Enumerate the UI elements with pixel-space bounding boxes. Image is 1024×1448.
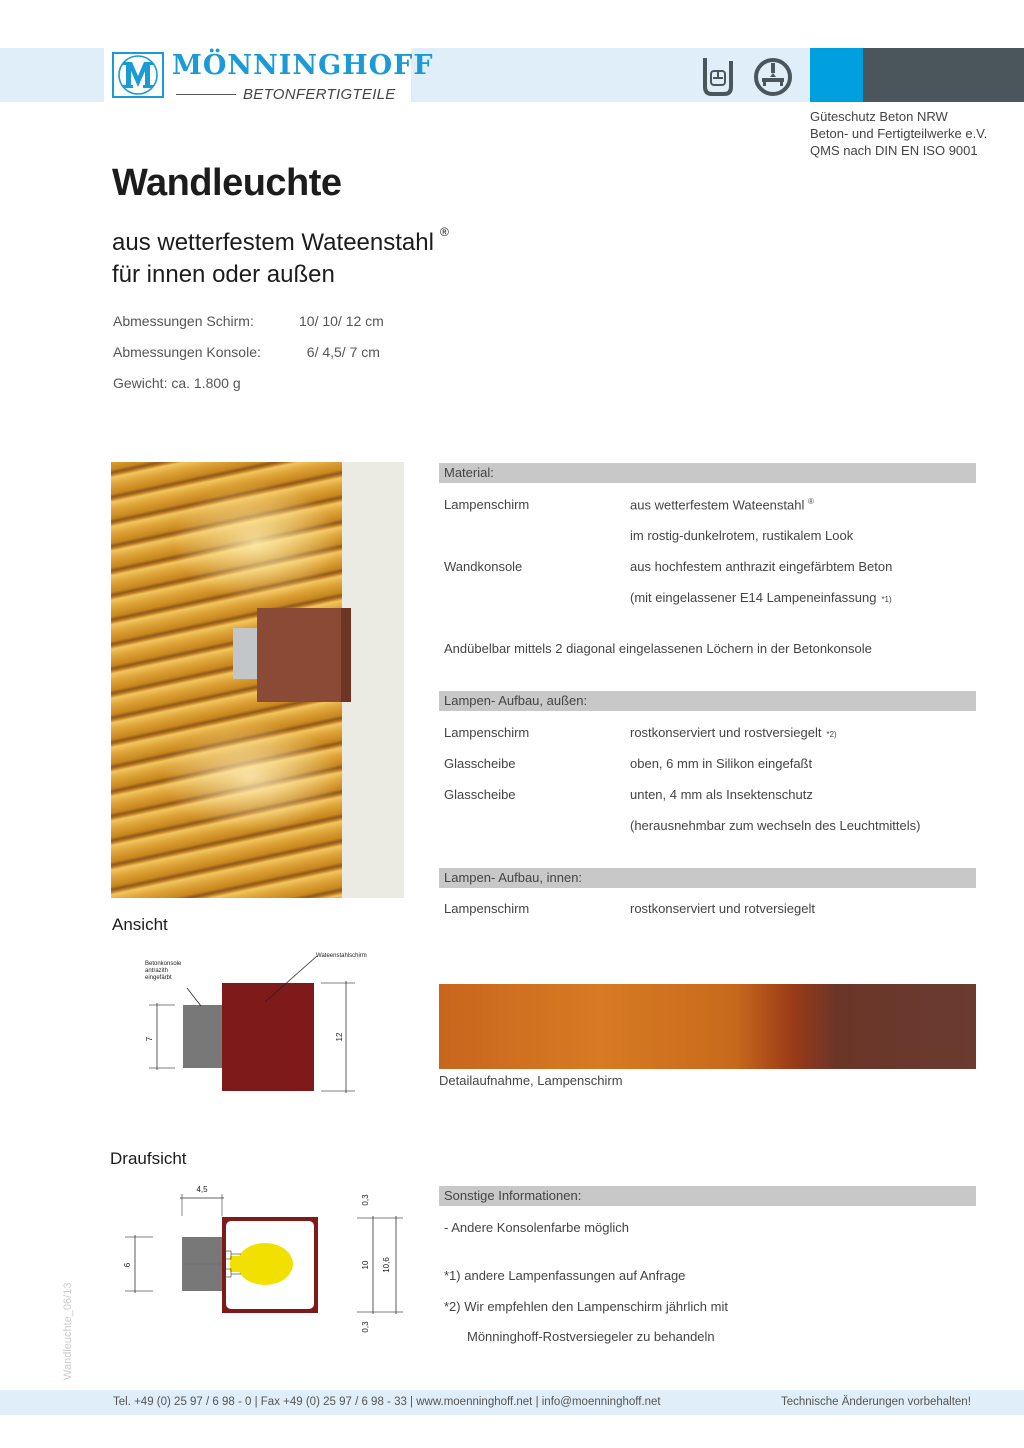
logo-divider — [176, 94, 236, 95]
photo-konsole — [233, 628, 258, 679]
cert-line: QMS nach DIN EN ISO 9001 — [810, 143, 978, 158]
page-subtitle — [112, 216, 449, 291]
spec-value: 10/ 10/ 12 cm — [299, 313, 384, 329]
spec-row — [113, 375, 241, 391]
section-header-other: Sonstige Informationen: — [439, 1186, 976, 1206]
view-caption: Ansicht — [112, 915, 168, 934]
row-label: Lampenschirm — [444, 497, 530, 512]
dim-outer: 10,6 — [382, 1257, 391, 1273]
footer-disclaimer: Technische Änderungen vorbehalten! — [781, 1396, 971, 1408]
logo-emblem — [112, 52, 164, 98]
registered-mark: ® — [808, 497, 814, 506]
row-value — [630, 590, 892, 605]
footer-contact: Tel. +49 (0) 25 97 / 6 98 - 0 | Fax +49 (0) 25 97 / 6 98 - 33 | www.moenninghoff.net | info@moenninghoff.net — [113, 1396, 661, 1408]
spec-label: Gewicht: ca. 1.800 g — [113, 375, 241, 391]
row-value-text: rostkonserviert und rostversiegelt — [630, 725, 822, 740]
detail-caption: Detailaufnahme, Lampenschirm — [439, 1073, 623, 1088]
header-blue-block — [810, 48, 863, 102]
page-title: Wandleuchte — [112, 162, 342, 204]
spec-label: Abmessungen Konsole: — [113, 344, 261, 360]
spec-value: 6/ 4,5/ 7 cm — [299, 344, 380, 360]
row-label: Glasscheibe — [444, 787, 516, 802]
registered-mark: ® — [439, 225, 449, 239]
subtitle-line-2: für innen oder außen — [112, 261, 335, 288]
spec-row — [113, 344, 380, 360]
dim-schirm: 12 — [335, 1032, 344, 1042]
logo-m-icon — [114, 54, 162, 96]
product-photo — [111, 462, 404, 898]
row-value: aus hochfestem anthrazit eingefärbtem Beton — [630, 559, 893, 574]
row-value: unten, 4 mm als Insektenschutz — [630, 787, 813, 802]
label-konsole-3: eingefärbt — [145, 975, 172, 981]
row-value-text: (mit eingelassener E14 Lampeneinfassung — [630, 590, 877, 605]
spec-row — [113, 313, 384, 329]
company-subtitle: BETONFERTIGTEILE — [243, 86, 396, 103]
photo-wall — [342, 462, 404, 898]
light-glow-top — [171, 482, 341, 602]
row-value: oben, 6 mm in Silikon eingefaßt — [630, 756, 813, 771]
dim-konsole: 7 — [145, 1036, 154, 1042]
label-schirm: Wateenstahlschirm — [316, 953, 367, 959]
row-value: (herausnehmbar zum wechseln des Leuchtmittels) — [630, 818, 921, 833]
subtitle-line-1: aus wetterfestem Wateenstahl — [112, 229, 434, 256]
section-header-outdoor: Lampen- Aufbau, außen: — [439, 691, 976, 711]
top-view-diagram — [105, 1170, 425, 1350]
dim-konsole-top: 6 — [123, 1262, 132, 1268]
dim-wall-bottom: 0,3 — [361, 1321, 370, 1333]
row-label: Glasscheibe — [444, 756, 516, 771]
side-view-diagram — [105, 940, 385, 1100]
dim-inner: 10 — [361, 1260, 370, 1270]
cert-line: Güteschutz Beton NRW — [810, 109, 948, 124]
spec-label: Abmessungen Schirm: — [113, 313, 254, 329]
info-line: - Andere Konsolenfarbe möglich — [444, 1220, 630, 1235]
row-label: Wandkonsole — [444, 559, 523, 574]
mounting-note: Andübelbar mittels 2 diagonal eingelassenen Löchern in der Betonkonsole — [444, 641, 872, 656]
photo-lampshade — [257, 608, 351, 702]
document-id: Wandleuchte_06/13 — [62, 1282, 74, 1380]
section-header-indoor: Lampen- Aufbau, innen: — [439, 868, 976, 888]
label-konsole-1: Betonkonsole — [145, 961, 182, 967]
leader-konsole — [187, 988, 201, 1006]
company-name: MÖNNINGHOFF — [172, 50, 434, 81]
row-value: rostkonserviert und rotversiegelt — [630, 901, 815, 916]
row-value — [630, 725, 837, 740]
certification-block — [810, 108, 987, 159]
row-label: Lampenschirm — [444, 725, 530, 740]
detail-photo-lampshade — [439, 984, 976, 1069]
quality-seal-icon — [700, 57, 736, 97]
top-view-caption: Draufsicht — [110, 1149, 187, 1168]
label-konsole-2: antrazith — [145, 968, 169, 974]
row-value: im rostig-dunkelrotem, rustikalem Look — [630, 528, 854, 543]
concrete-press-icon — [752, 56, 794, 98]
row-label: Lampenschirm — [444, 901, 530, 916]
footnote-ref: *1) — [881, 595, 892, 604]
diagram-konsole — [183, 1005, 223, 1068]
light-glow-bottom — [161, 722, 341, 832]
header-dark-block — [863, 48, 1024, 102]
dim-depth: 4,5 — [196, 1185, 208, 1194]
section-header-material: Material: — [439, 463, 976, 483]
row-value — [630, 497, 814, 512]
footnote-ref: *2) — [826, 730, 837, 739]
footnote-line: *2) Wir empfehlen den Lampenschirm jährlich mit — [444, 1299, 728, 1314]
cert-line: Beton- und Fertigteilwerke e.V. — [810, 126, 988, 141]
footnote-line: *1) andere Lampenfassungen auf Anfrage — [444, 1268, 686, 1283]
dim-wall-top: 0,3 — [361, 1194, 370, 1206]
row-value-text: aus wetterfestem Wateenstahl — [630, 497, 805, 513]
footnote-line: Mönninghoff-Rostversiegeler zu behandeln — [467, 1329, 715, 1344]
